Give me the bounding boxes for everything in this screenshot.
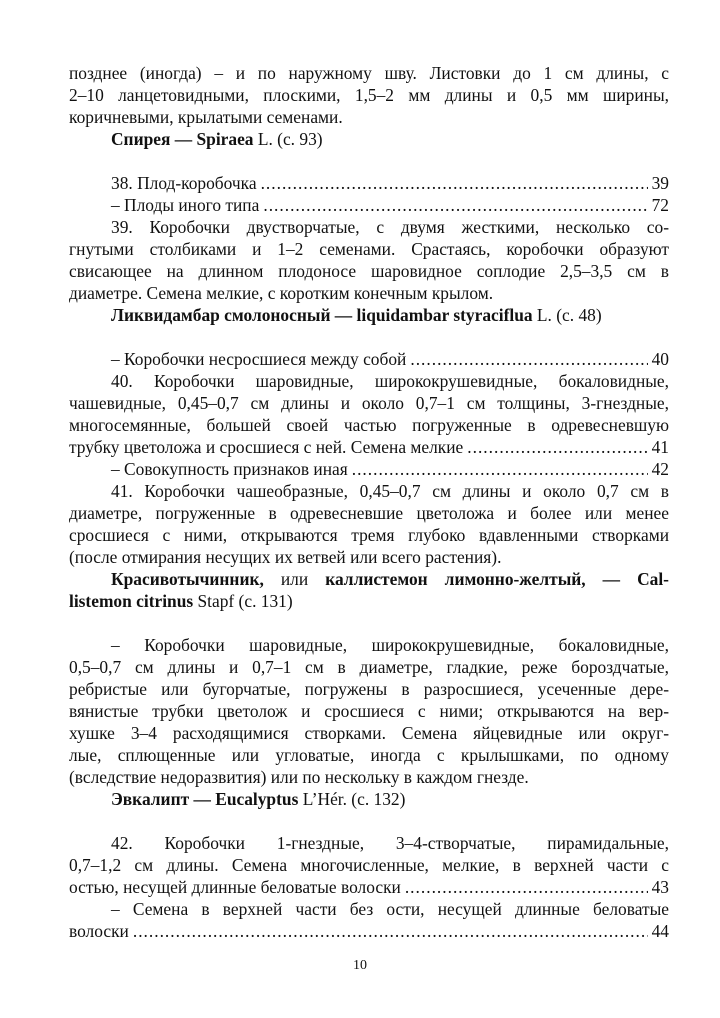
key-entry-42b: [69, 920, 669, 942]
species-callistemon: [69, 568, 669, 590]
text-line: 40. Коробочки шаровидные, ширококрушевидные, бокаловидные,: [111, 371, 669, 391]
species-ref: L’Hér. (с. 132): [298, 789, 406, 809]
species-eucalyptus: [69, 788, 669, 810]
key-number: 39: [651, 173, 669, 193]
key-number: 42: [651, 459, 669, 479]
spacer: [69, 326, 669, 348]
key-entry-40b: [69, 458, 669, 480]
key-entry-42: [69, 876, 669, 898]
text-line: гнутыми столбиками и 1–2 семенами. Срастаясь, коробочки образуют: [69, 239, 669, 259]
text-line: – Коробочки шаровидные, ширококрушевидные, бокаловидные,: [111, 635, 669, 655]
leader-dots: [263, 194, 647, 216]
key-entry-38b: [69, 194, 669, 216]
species-liquidambar: [69, 304, 669, 326]
leader-dots: [352, 458, 648, 480]
species-name: Спирея — Spiraea: [111, 129, 254, 149]
key-number: 43: [651, 877, 669, 897]
spacer: [69, 612, 669, 634]
key-number: 41: [651, 437, 669, 457]
key-text: волоски: [69, 921, 129, 941]
species-name: Ликвидамбар смолоносный — liquidambar styraciflua: [111, 305, 533, 325]
key-text: остью, несущей длинные беловатые волоски: [69, 877, 401, 897]
key-entry-38: [69, 172, 669, 194]
key-number: 40: [651, 349, 669, 369]
key-text: – Совокупность признаков иная: [111, 459, 348, 479]
text-line: позднее (иногда) – и по наружному шву. Листовки до 1 см длины, с: [69, 63, 669, 83]
text-line: сросшиеся с ними, открываются тремя глубоко вдавленными створками: [69, 525, 669, 545]
key-text: – Плоды иного типа: [111, 195, 260, 215]
text-line: коричневыми, крылатыми семенами.: [69, 107, 343, 127]
species-name: listemon citrinus: [69, 591, 194, 611]
text-line: вянистые трубки цветолож и сросшиеся с ними; открываются на вер-: [69, 701, 669, 721]
leader-dots: [410, 348, 647, 370]
text-line: диаметре. Семена мелкие, с коротким конечным крылом.: [69, 283, 494, 303]
spacer: [69, 150, 669, 172]
key-text: 38. Плод-коробочка: [111, 173, 257, 193]
key-text: трубку цветоложа и сросшиеся с ней. Семена мелкие: [69, 437, 464, 457]
text-line: диаметре, погруженные в одревесневшие цветоложа и более или менее: [69, 503, 669, 523]
text-line: 0,5–0,7 см длины и 0,7–1 см в диаметре, гладкие, реже бороздчатые,: [69, 657, 669, 677]
text-line: 2–10 ланцетовидными, плоскими, 1,5–2 мм длины и 0,5 мм ширины,: [69, 85, 669, 105]
text-line: хушке 3–4 расходящимися створками. Семена яйцевидные или округ-: [69, 723, 669, 743]
page-body: [69, 62, 669, 942]
key-text: – Коробочки несросшиеся между собой: [111, 349, 407, 369]
leader-dots: [467, 436, 647, 458]
text-line: 39. Коробочки двустворчатые, с двумя жесткими, несколько со-: [111, 217, 669, 237]
key-entry-40: [69, 436, 669, 458]
text-line: лые, сплющенные или угловатые, иногда с крылышками, по одному: [69, 745, 669, 765]
text-line: (вследствие недоразвития) или по нескольку в каждом гнезде.: [69, 767, 529, 787]
text-line: 0,7–1,2 см длины. Семена многочисленные, мелкие, в верхней части с: [69, 855, 669, 875]
species-name: каллистемон лимонно-желтый, — Cal-: [325, 569, 669, 589]
species-connector: или: [263, 569, 326, 589]
leader-dots: [405, 876, 648, 898]
species-ref: L. (с. 93): [253, 129, 323, 149]
species-name: Эвкалипт — Eucalyptus: [111, 789, 299, 809]
species-ref: L. (с. 48): [532, 305, 602, 325]
text-line: многосемянные, большей своей частью погруженные в одревесневшую: [69, 415, 669, 435]
species-ref: Stapf (с. 131): [193, 591, 293, 611]
text-line: (после отмирания несущих их ветвей или всего растения).: [69, 547, 502, 567]
key-number: 72: [651, 195, 669, 215]
text-line: ребристые или бугорчатые, погружены в разросшиеся, усеченные дере-: [69, 679, 669, 699]
text-line: свисающее на длинном плодоносе шаровидное соплодие 2,5–3,5 см в: [69, 261, 669, 281]
text-line: 41. Коробочки чашеобразные, 0,45–0,7 см длины и около 0,7 см в: [111, 481, 669, 501]
key-number: 44: [651, 921, 669, 941]
leader-dots: [261, 172, 648, 194]
text-line: чашевидные, 0,45–0,7 см длины и около 0,7–1 см толщины, 3-гнездные,: [69, 393, 669, 413]
leader-dots: [133, 920, 648, 942]
key-entry-39b: [69, 348, 669, 370]
text-line: – Семена в верхней части без ости, несущей длинные беловатые: [111, 899, 669, 919]
page-number: 10: [353, 958, 367, 973]
spacer: [69, 810, 669, 832]
species-spiraea: [69, 128, 669, 150]
text-line: 42. Коробочки 1-гнездные, 3–4-створчатые, пирамидальные,: [111, 833, 669, 853]
species-name: Красивотычинник,: [111, 569, 264, 589]
species-callistemon-cont: [69, 590, 669, 612]
